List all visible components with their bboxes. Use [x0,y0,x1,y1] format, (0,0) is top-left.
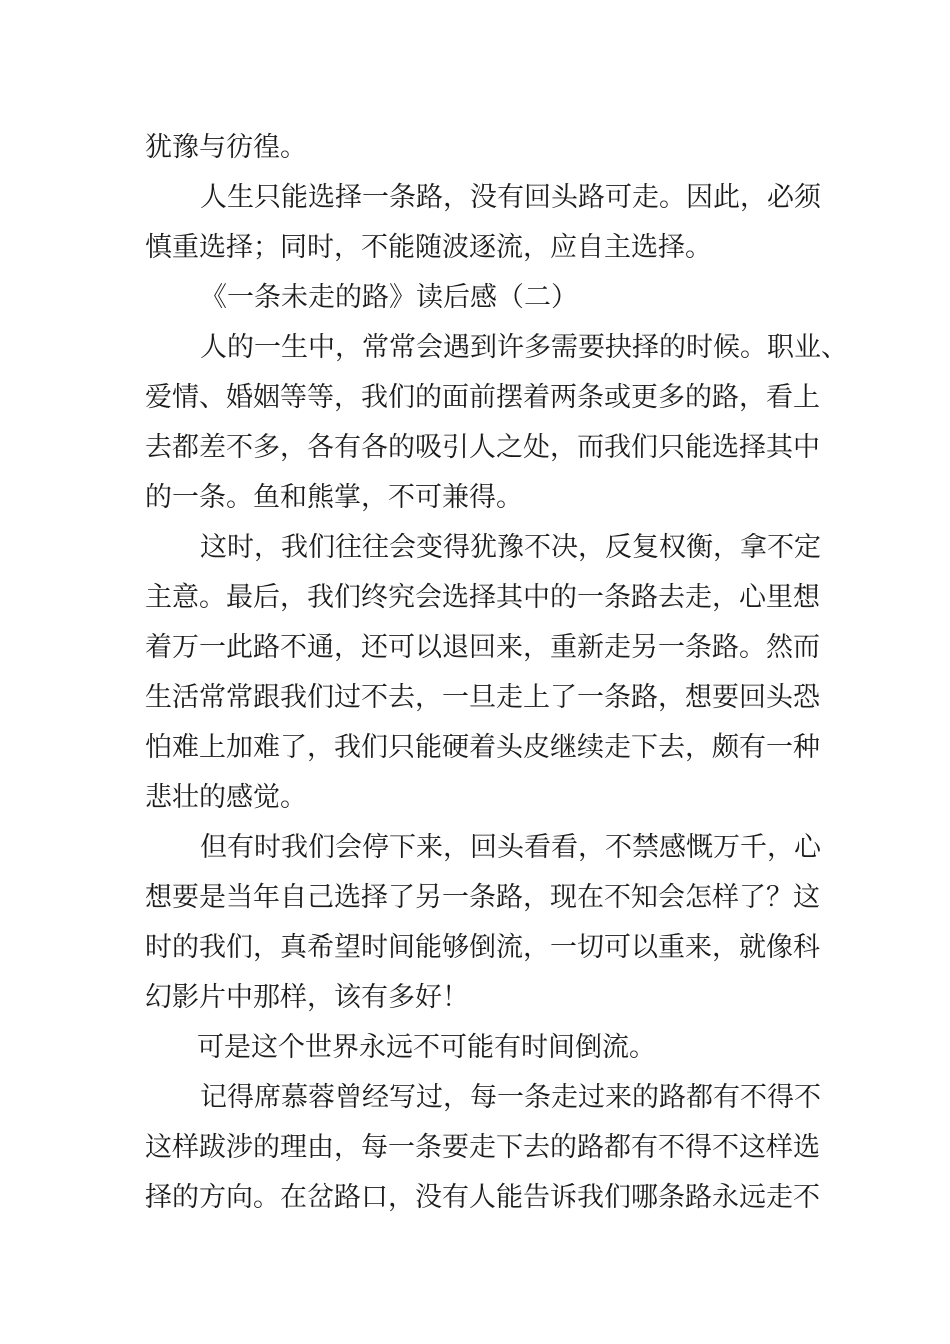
text-line: 去都差不多，各有各的吸引人之处，而我们只能选择其中 [145,432,820,463]
text-line: 爱情、婚姻等等，我们的面前摆着两条或更多的路，看上 [145,382,820,413]
text-line: 主意。最后，我们终究会选择其中的一条路去走，心里想 [145,582,820,613]
text-line: 生活常常跟我们过不去，一旦走上了一条路，想要回头恐 [145,682,820,713]
text-line: 慎重选择；同时，不能随波逐流，应自主选择。 [145,232,712,263]
text-line: 记得席慕蓉曾经写过，每一条走过来的路都有不得不 [200,1082,821,1113]
text-line: 人生只能选择一条路，没有回头路可走。因此，必须 [200,182,821,213]
text-line: 这时，我们往往会变得犹豫不决，反复权衡，拿不定 [200,532,821,563]
section-heading: 《一条未走的路》读后感（二） [200,282,578,313]
text-line: 犹豫与彷徨。 [145,132,307,163]
text-line: 想要是当年自己选择了另一条路，现在不知会怎样了？这 [145,882,820,913]
text-line: 但有时我们会停下来，回头看看，不禁感慨万千，心 [200,832,821,863]
text-line: 这样跋涉的理由，每一条要走下去的路都有不得不这样选 [145,1132,820,1163]
text-line: 可是这个世界永远不可能有时间倒流。 [197,1032,656,1063]
text-line: 悲壮的感觉。 [145,782,307,813]
text-line: 幻影片中那样，该有多好！ [145,982,469,1013]
text-line: 的一条。鱼和熊掌，不可兼得。 [145,482,523,513]
text-line: 时的我们，真希望时间能够倒流，一切可以重来，就像科 [145,932,820,963]
text-line: 择的方向。在岔路口，没有人能告诉我们哪条路永远走不 [145,1182,820,1213]
text-line: 怕难上加难了，我们只能硬着头皮继续走下去，颇有一种 [145,732,820,763]
text-line: 人的一生中，常常会遇到许多需要抉择的时候。职业、 [200,332,848,363]
text-line: 着万一此路不通，还可以退回来，重新走另一条路。然而 [145,632,820,663]
